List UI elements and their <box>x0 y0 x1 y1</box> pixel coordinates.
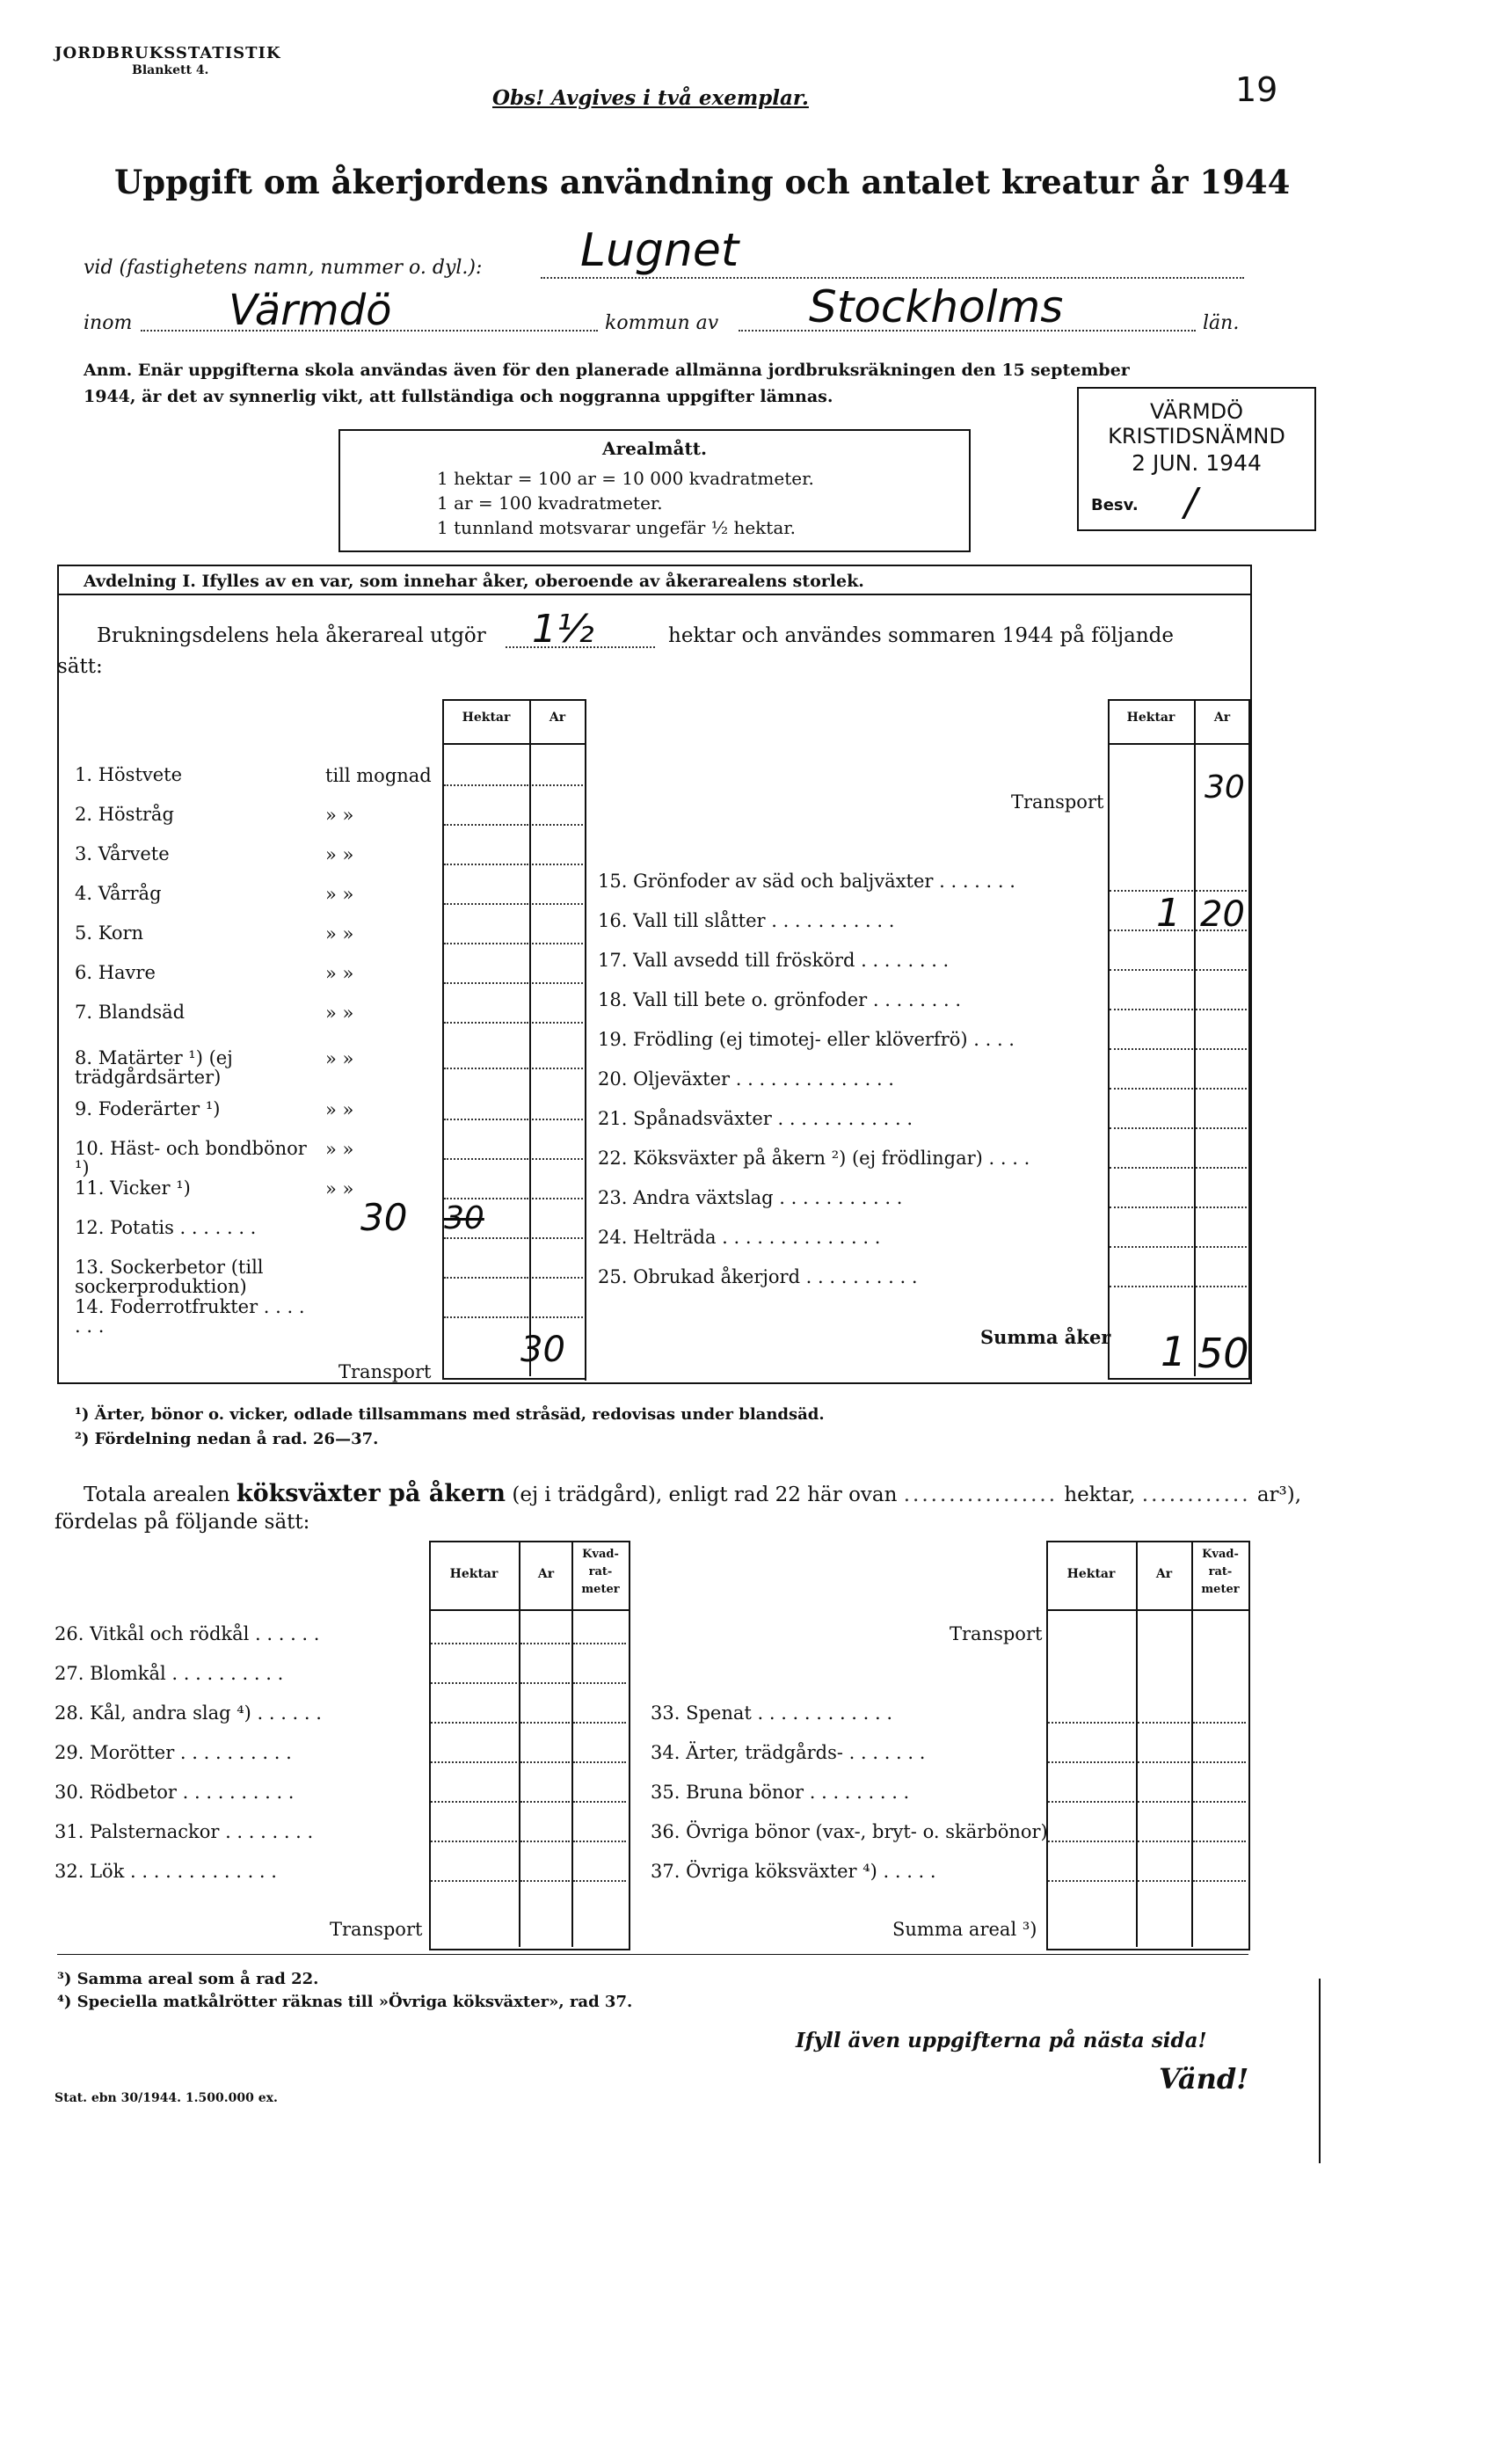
ar-cell <box>520 1801 570 1803</box>
s2-summa-areal: Summa areal ³) <box>892 1919 1037 1940</box>
row-label: 15. Grönfoder av säd och baljväxter . . . . . . . <box>598 871 1015 892</box>
s2-left-div-1 <box>519 1541 520 1947</box>
row-label: 21. Spånadsväxter . . . . . . . . . . . . <box>598 1108 913 1129</box>
summa-aker-label: Summa åker <box>980 1326 1111 1348</box>
hektar-cell <box>1048 1880 1134 1882</box>
right-transport-label: Transport <box>1011 791 1104 813</box>
note-text-2: 1944, är det av synnerlig vikt, att fullständiga och noggranna uppgifter lämnas. <box>84 387 833 406</box>
hektar-cell <box>1110 1206 1193 1208</box>
s2-left-frame <box>429 1541 630 1950</box>
row-suffix: » » <box>325 923 354 944</box>
row-label: 5. Korn <box>75 922 144 944</box>
s2-left-col-kvm: Kvad-rat-meter <box>581 1548 620 1596</box>
hektar-cell <box>444 1277 528 1279</box>
footnote-1: ¹) Ärter, bönor o. vicker, odlade tillsammans med stråsäd, redovisas under blandsäd. <box>75 1405 825 1424</box>
turn-page: Vänd! <box>1159 2062 1249 2096</box>
row-label: 22. Köksväxter på åkern ²) (ej frödlingar) . . . . <box>598 1148 1030 1169</box>
page-number: 19 <box>1235 70 1278 109</box>
kvm-cell <box>573 1841 626 1842</box>
stamp-besv-label: Besv. <box>1091 496 1139 514</box>
section-1-intro-a: Brukningsdelens hela åkerareal utgör <box>97 624 486 647</box>
ar-cell <box>1196 1246 1247 1248</box>
ar-cell <box>532 784 583 786</box>
ar-cell <box>532 1237 583 1239</box>
hektar-cell <box>1110 1048 1193 1050</box>
ar-cell <box>1138 1880 1190 1882</box>
ar-cell <box>1196 1088 1247 1090</box>
hektar-cell <box>431 1722 517 1724</box>
row-suffix: » » <box>325 1048 354 1069</box>
s2-right-transport: Transport <box>950 1623 1043 1644</box>
row-suffix: 30 <box>360 1196 408 1239</box>
ar-cell <box>1138 1841 1190 1842</box>
ar-cell <box>1196 1286 1247 1287</box>
s2-left-div-2 <box>571 1541 573 1947</box>
s2-right-frame <box>1046 1541 1250 1950</box>
hektar-cell <box>431 1841 517 1842</box>
vid-label: vid (fastighetens namn, nummer o. dyl.): <box>84 257 483 279</box>
row-label: 24. Helträda . . . . . . . . . . . . . . <box>598 1227 881 1248</box>
ar-cell <box>1196 1127 1247 1129</box>
hektar-cell <box>431 1801 517 1803</box>
row-suffix: » » <box>325 963 354 984</box>
row-suffix: » » <box>325 1099 354 1120</box>
row-label: 7. Blandsäd <box>75 1002 186 1023</box>
lan-value: Stockholms <box>809 281 1064 332</box>
s2-right-col-ar: Ar <box>1155 1567 1173 1581</box>
row-label: 4. Vårråg <box>75 883 162 904</box>
s2-left-header-rule <box>429 1609 629 1611</box>
ar-cell <box>1196 1206 1247 1208</box>
section-1-intro-b: hektar och användes sommaren 1944 på följande <box>668 624 1174 647</box>
hektar-cell <box>1048 1722 1134 1724</box>
hektar-cell <box>444 1068 528 1069</box>
left-col-hektar: Hektar <box>462 711 511 725</box>
row-label: 10. Häst- och bondbönor ¹) <box>75 1138 307 1178</box>
row-label: 18. Vall till bete o. grönfoder . . . . . . . . <box>598 989 962 1010</box>
note-anm-label: Anm. <box>84 361 133 380</box>
hektar-cell <box>444 903 528 905</box>
row-suffix: » » <box>325 844 354 865</box>
hektar-cell <box>1110 1088 1193 1090</box>
s2-right-col-kvm: Kvad-rat-meter <box>1201 1548 1240 1596</box>
section-2-bottom-rule <box>57 1954 1248 1955</box>
footnote-4: ⁴) Speciella matkålrötter räknas till »Övriga köksväxter», rad 37. <box>57 1993 633 2011</box>
footnote-3: ³) Samma areal som å rad 22. <box>57 1970 319 1988</box>
ar-cell <box>1196 890 1247 892</box>
hektar-cell <box>1048 1841 1134 1842</box>
kvm-cell <box>573 1722 626 1724</box>
row-suffix: » » <box>325 1139 354 1160</box>
row-label: 20. Oljeväxter . . . . . . . . . . . . . . <box>598 1068 894 1090</box>
footnote-2: ²) Fördelning nedan å rad. 26—37. <box>75 1430 379 1448</box>
kvm-cell <box>1193 1880 1246 1882</box>
kvm-cell <box>1193 1761 1246 1763</box>
ar-cell <box>532 1316 583 1318</box>
stamp-line-1: VÄRMDÖ <box>1149 399 1244 424</box>
s2-right-col-hektar: Hektar <box>1066 1567 1116 1581</box>
hektar-cell <box>1110 969 1193 971</box>
row-label: 8. Matärter ¹) (ej trädgårdsärter) <box>75 1047 233 1088</box>
stamp-besv-value: / <box>1184 480 1197 525</box>
right-table-col-divider <box>1194 699 1196 1376</box>
ar-cell <box>532 1277 583 1279</box>
ar-cell <box>520 1880 570 1882</box>
stamp-line-2: KRISTIDSNÄMND <box>1108 424 1285 448</box>
ar-cell <box>532 824 583 826</box>
row-suffix: » » <box>325 884 354 905</box>
areal-line-3: 1 tunnland motsvarar ungefär ½ hektar. <box>437 517 796 538</box>
inom-label: inom <box>84 312 133 334</box>
row-label: 25. Obrukad åkerjord . . . . . . . . . . <box>598 1266 918 1287</box>
kvm-cell <box>573 1880 626 1882</box>
right-transport-ar: 30 <box>1205 769 1245 806</box>
print-info: Stat. ebn 30/1944. 1.500.000 ex. <box>55 2091 278 2105</box>
s2-right-div-1 <box>1136 1541 1138 1947</box>
hektar-cell <box>1110 1127 1193 1129</box>
section-2-intro-c: (ej i trädgård), enligt rad 22 här ovan <box>512 1484 898 1506</box>
row-label: 2. Höstråg <box>75 804 174 825</box>
kristidsnamnd-stamp <box>1077 387 1316 531</box>
ar-cell <box>1138 1722 1190 1724</box>
row-label: 28. Kål, andra slag ⁴) . . . . . . <box>55 1702 322 1724</box>
notice-two-copies: Obs! Avgives i två exemplar. <box>492 86 809 110</box>
row-label: 35. Bruna bönor . . . . . . . . . <box>651 1782 910 1803</box>
hektar-cell <box>1048 1801 1134 1803</box>
row-label: 6. Havre <box>75 962 156 983</box>
row-label: 33. Spenat . . . . . . . . . . . . <box>651 1702 893 1724</box>
row-label: 30. Rödbetor . . . . . . . . . . <box>55 1782 295 1803</box>
hektar-cell <box>444 864 528 865</box>
right-table-header-rule <box>1108 743 1248 745</box>
summa-aker-ar: 50 <box>1197 1330 1249 1377</box>
hektar-cell <box>444 1158 528 1160</box>
kvm-cell <box>1193 1722 1246 1724</box>
ar-cell <box>532 903 583 905</box>
ar-cell <box>520 1841 570 1842</box>
hektar-cell <box>444 1022 528 1024</box>
ar-cell <box>520 1761 570 1763</box>
s2-right-header-rule <box>1046 1609 1248 1611</box>
hektar-cell <box>1110 1246 1193 1248</box>
row-suffix: » » <box>325 1178 354 1199</box>
row-label: 31. Palsternackor . . . . . . . . <box>55 1821 314 1842</box>
hektar-cell <box>444 943 528 944</box>
s2-right-div-2 <box>1191 1541 1193 1947</box>
kvm-cell <box>1193 1801 1246 1803</box>
section-2-intro-d: hektar, <box>1064 1484 1136 1506</box>
row-ar-value: 30 <box>444 1200 484 1236</box>
hektar-cell <box>431 1880 517 1882</box>
left-col-ar: Ar <box>549 711 566 725</box>
hektar-cell <box>444 982 528 984</box>
row-label: 16. Vall till slåtter . . . . . . . . . . . <box>598 910 895 931</box>
row-label: 17. Vall avsedd till fröskörd . . . . . . . . <box>598 950 950 971</box>
row-label: 9. Foderärter ¹) <box>75 1098 221 1119</box>
right-col-hektar: Hektar <box>1126 711 1175 725</box>
kvm-cell <box>573 1801 626 1803</box>
row-label: 34. Ärter, trädgårds- . . . . . . . <box>651 1742 926 1763</box>
kvm-cell <box>1193 1841 1246 1842</box>
ar-cell <box>532 1022 583 1024</box>
row-label: 37. Övriga köksväxter ⁴) . . . . . <box>651 1861 936 1882</box>
hektar-cell <box>444 784 528 786</box>
row-ar-value: 20 <box>1200 894 1245 935</box>
ar-cell <box>1196 1167 1247 1169</box>
note-line-1 <box>84 361 1130 380</box>
kvm-cell <box>573 1643 626 1644</box>
stamp-date: 2 JUN. 1944 <box>1132 450 1262 476</box>
kommun-value: Värmdö <box>229 286 392 335</box>
ar-cell <box>532 982 583 984</box>
section-2-intro-a: Totala arealen <box>84 1484 230 1506</box>
row-label: 11. Vicker ¹) <box>75 1177 191 1199</box>
section-1-heading: Avdelning I. Ifylles av en var, som innehar åker, oberoende av åkerarealens storlek. <box>84 572 864 591</box>
right-margin-rule <box>1319 1979 1321 2163</box>
section-2-intro-e: ar³), <box>1256 1484 1302 1506</box>
left-table-col-divider <box>529 699 531 1376</box>
summa-aker-hektar: 1 <box>1161 1328 1187 1375</box>
left-transport-ar: 30 <box>520 1330 565 1370</box>
left-transport-label: Transport <box>338 1361 432 1382</box>
areal-line-2: 1 ar = 100 kvadratmeter. <box>437 492 663 514</box>
agency-label: JORDBRUKSSTATISTIK <box>55 44 281 62</box>
left-table-header-rule <box>442 743 585 745</box>
lan-label: län. <box>1203 312 1240 334</box>
row-label: 23. Andra växtslag . . . . . . . . . . . <box>598 1187 903 1208</box>
ar-cell <box>532 1158 583 1160</box>
ar-cell <box>532 1119 583 1120</box>
s2-left-transport: Transport <box>330 1919 423 1940</box>
row-suffix: » » <box>325 1002 354 1024</box>
ar-cell <box>520 1682 570 1684</box>
section-2-intro-b: köksväxter på åkern <box>236 1480 506 1507</box>
row-label: 29. Morötter . . . . . . . . . . <box>55 1742 292 1763</box>
ar-cell <box>1138 1761 1190 1763</box>
row-label: 1. Höstvete <box>75 764 183 785</box>
vid-line <box>541 277 1244 279</box>
row-label: 14. Foderrotfrukter . . . . . . . <box>75 1296 305 1337</box>
row-label: 13. Sockerbetor (till sockerproduktion) <box>75 1257 264 1297</box>
row-hektar-value: 1 <box>1156 891 1181 936</box>
row-label: 32. Lök . . . . . . . . . . . . . <box>55 1861 277 1882</box>
kvm-cell <box>573 1761 626 1763</box>
ar-cell <box>1196 969 1247 971</box>
right-col-ar: Ar <box>1213 711 1231 725</box>
fill-note: Ifyll även uppgifterna på nästa sida! <box>796 2029 1207 2052</box>
form-number: Blankett 4. <box>132 63 209 77</box>
row-label: 19. Frödling (ej timotej- eller klöverfrö) . . . . <box>598 1029 1015 1050</box>
section-1-heading-rule <box>57 594 1250 595</box>
hektar-cell <box>1110 1009 1193 1010</box>
ar-cell <box>520 1722 570 1724</box>
s2-left-col-ar: Ar <box>537 1567 555 1581</box>
row-label: 26. Vitkål och rödkål . . . . . . <box>55 1623 320 1644</box>
section-1-center-divider <box>585 879 586 1381</box>
row-label: 3. Vårvete <box>75 843 170 864</box>
vid-value: Lugnet <box>580 224 739 277</box>
hektar-cell <box>444 1237 528 1239</box>
ar-cell <box>1196 1048 1247 1050</box>
ar-cell <box>532 1068 583 1069</box>
ar-cell <box>1138 1801 1190 1803</box>
areal-box <box>338 429 971 552</box>
ar-cell <box>532 943 583 944</box>
hektar-cell <box>1110 1286 1193 1287</box>
ar-cell <box>1196 1009 1247 1010</box>
hektar-cell <box>431 1761 517 1763</box>
row-suffix: » » <box>325 805 354 826</box>
kommun-label: kommun av <box>605 312 719 334</box>
section-2-intro-f: fördelas på följande sätt: <box>55 1511 310 1534</box>
hektar-cell <box>444 1119 528 1120</box>
hektar-cell <box>444 824 528 826</box>
row-label: 27. Blomkål . . . . . . . . . . <box>55 1663 284 1684</box>
page-title: Uppgift om åkerjordens användning och antalet kreatur år 1944 <box>114 163 1291 201</box>
section-1-intro-value: 1½ <box>532 607 594 652</box>
hektar-cell <box>1110 1167 1193 1169</box>
row-label: 36. Övriga bönor (vax-, bryt- o. skärbönor) <box>651 1821 1048 1842</box>
areal-line-1: 1 hektar = 100 ar = 10 000 kvadratmeter. <box>437 468 814 489</box>
hektar-cell <box>444 1198 528 1199</box>
s2-left-col-hektar: Hektar <box>449 1567 499 1581</box>
hektar-cell <box>431 1682 517 1684</box>
ar-cell <box>532 1198 583 1199</box>
hektar-cell <box>431 1643 517 1644</box>
note-text-1: Enär uppgifterna skola användas även för den planerade allmänna jordbruksräkningen den 15 september <box>137 361 1130 380</box>
ar-cell <box>520 1643 570 1644</box>
kvm-cell <box>573 1682 626 1684</box>
ar-cell <box>532 864 583 865</box>
row-suffix: till mognad <box>325 765 432 786</box>
section-2-intro: Totala arealen köksväxter på åkern (ej i trädgård), enligt rad 22 här ovan ................. hektar, ............ ar³), <box>84 1480 1302 1507</box>
hektar-cell <box>1048 1761 1134 1763</box>
areal-heading: Arealmått. <box>602 438 707 459</box>
hektar-cell <box>444 1316 528 1318</box>
row-label: 12. Potatis . . . . . . . <box>75 1217 257 1238</box>
section-1-intro-c: sätt: <box>57 655 103 678</box>
